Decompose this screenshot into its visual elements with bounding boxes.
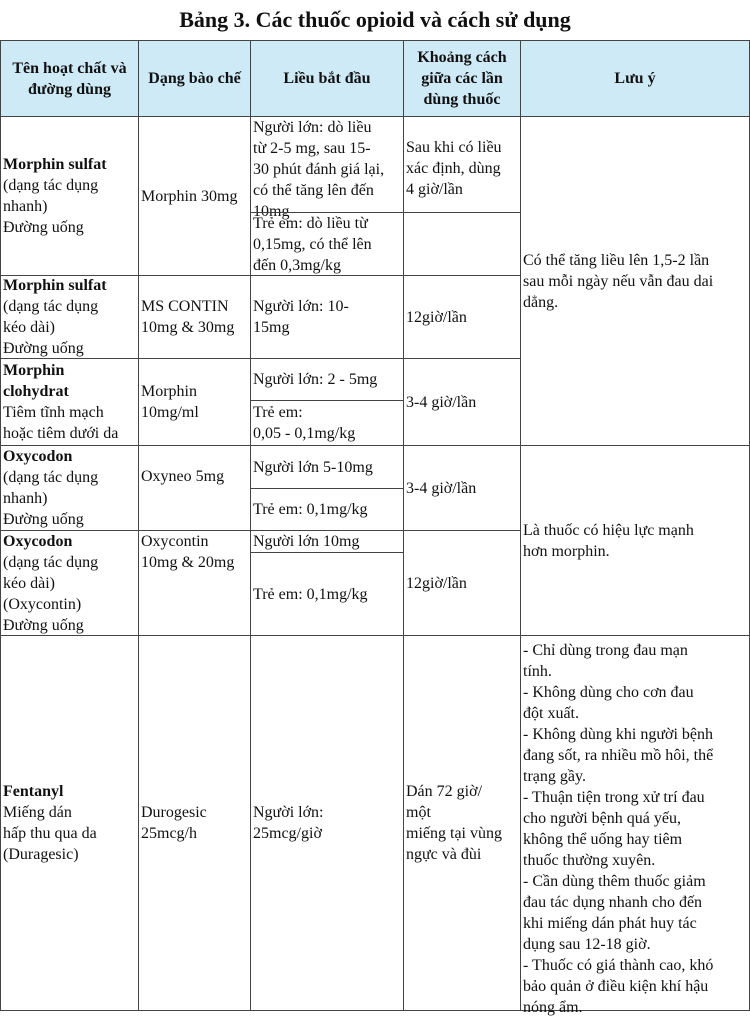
drug-route: (dạng tác dụng kéo dài) (Oxycontin) Đường uống — [3, 554, 99, 634]
dose-adult-cell: Người lớn: 2 - 5mg — [250, 358, 404, 401]
notes-fentanyl-cell: - Chỉ dùng trong đau mạn tính. - Không dùng cho cơn đau đột xuất. - Không dùng khi người bệnh đang sốt, ra nhiều mồ hôi, thể trạng gầy. - Thuận tiện trong xử trí đau cho người bệnh quá yếu, không thể uống hay tiêm thuốc thường xuyên. - Cần dùng thêm thuốc giảm đau tác dụng nhanh cho đến khi miếng dán phát huy tác dụng sau 12-18 giờ. - Thuốc có giá thành cao, khó bảo quản ở điều kiện khí hậu nóng ẩm. — [520, 635, 750, 1011]
table-title: Bảng 3. Các thuốc opioid và cách sử dụng — [179, 7, 571, 32]
drug-name: Oxycodon — [3, 533, 73, 550]
dose-adult-cell: Người lớn: 10- 15mg — [250, 275, 404, 359]
form-cell: Morphin 30mg — [138, 116, 251, 276]
dose-adult-cell: Người lớn: dò liều từ 2-5 mg, sau 15- 30 phút đánh giá lại, có thể tăng lên đến 10mg — [250, 116, 404, 213]
drug-name: Fentanyl — [3, 783, 64, 800]
header-starting-dose: Liều bắt đầu — [250, 40, 404, 117]
form-cell: Morphin 10mg/ml — [138, 358, 251, 446]
drug-name: Oxycodon — [3, 448, 73, 465]
header-dosage-form: Dạng bào chế — [138, 40, 251, 117]
dose-child-cell: Trẻ em: 0,05 - 0,1mg/kg — [250, 400, 404, 446]
header-notes: Lưu ý — [520, 40, 750, 117]
header-active-ingredient: Tên hoạt chất và đường dùng — [0, 40, 139, 117]
dose-adult-cell: Người lớn 5-10mg — [250, 445, 404, 489]
drug-route: (dạng tác dụng kéo dài) Đường uống — [3, 298, 99, 357]
notes-morphin-cell: Có thể tăng liều lên 1,5-2 lần sau mỗi ngày nếu vẫn đau dai dẳng. — [520, 116, 750, 446]
interval-cell: 12giờ/lần — [403, 275, 521, 359]
drug-cell — [0, 275, 139, 359]
drug-name: Morphin clohydrat — [3, 362, 69, 400]
drug-route: Tiêm tĩnh mạch hoặc tiêm dưới da — [3, 404, 119, 442]
interval-cell: Sau khi có liều xác định, dùng 4 giờ/lần — [403, 116, 521, 213]
dose-adult-cell: Người lớn 10mg — [250, 530, 404, 553]
drug-route: (dạng tác dụng nhanh) Đường uống — [3, 469, 99, 528]
drug-cell — [0, 116, 139, 276]
form-cell: Oxycontin 10mg & 20mg — [138, 530, 251, 636]
interval-empty-cell — [403, 212, 521, 276]
drug-cell — [0, 358, 139, 446]
drug-cell — [0, 635, 139, 1011]
drug-name: Morphin sulfat — [3, 277, 107, 294]
form-cell: Durogesic 25mcg/h — [138, 635, 251, 1011]
form-cell: Oxyneo 5mg — [138, 445, 251, 531]
header-interval: Khoảng cách giữa các lần dùng thuốc — [403, 40, 521, 117]
dose-child-cell: Trẻ em: dò liều từ 0,15mg, có thể lên đến 0,3mg/kg — [250, 212, 404, 276]
drug-route: (dạng tác dụng nhanh) Đường uống — [3, 177, 99, 236]
drug-route: Miếng dán hấp thu qua da (Duragesic) — [3, 804, 97, 863]
dose-child-cell: Trẻ em: 0,1mg/kg — [250, 488, 404, 531]
interval-cell: 12giờ/lần — [403, 530, 521, 636]
interval-cell: 3-4 giờ/lần — [403, 445, 521, 531]
drug-name: Morphin sulfat — [3, 156, 107, 173]
form-cell: MS CONTIN 10mg & 30mg — [138, 275, 251, 359]
interval-cell: Dán 72 giờ/ một miếng tại vùng ngực và đùi — [403, 635, 521, 1011]
dose-child-cell: Trẻ em: 0,1mg/kg — [250, 552, 404, 636]
drug-cell — [0, 530, 139, 636]
interval-cell: 3-4 giờ/lần — [403, 358, 521, 446]
drug-cell — [0, 445, 139, 531]
dose-adult-cell: Người lớn: 25mcg/giờ — [250, 635, 404, 1011]
notes-oxycodon-cell: Là thuốc có hiệu lực mạnh hơn morphin. — [520, 445, 750, 636]
